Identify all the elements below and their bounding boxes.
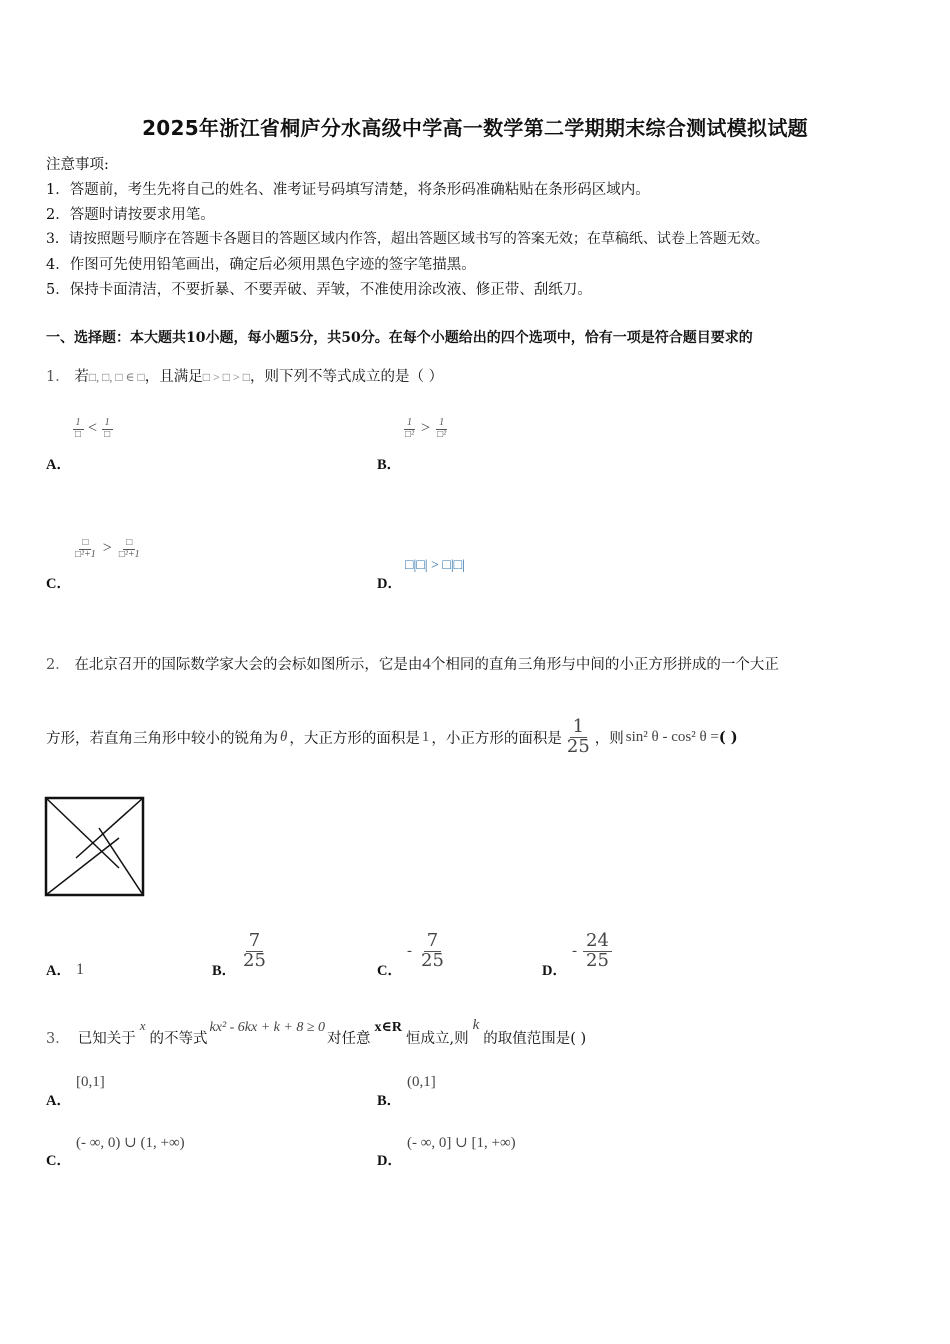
math-expression: sin² θ - cos² θ = [625,728,719,745]
q3-option-b[interactable]: B． [377,1093,402,1109]
fraction: $\frac{1}{25}$ [566,715,590,757]
question-3: 3． 已知关于 x 的不等式 kx² - 6kx + k + 8 ≥ 0 对任意 x∈R 恒成立,则 k 的取值范围是( ) [46,1017,587,1047]
q1-option-b[interactable]: B． [377,457,402,473]
q3-option-d[interactable]: D． [377,1153,402,1169]
q3-option-c-value: (- ∞, 0) ∪ (1, +∞) [76,1135,185,1151]
notice-item-4: 4．作图可先使用铅笔画出，确定后必须用黑色字迹的签字笔描黑。 [46,257,476,273]
math-condition: □, □, □ ∈ □ [88,370,145,384]
q3-option-b-value: (0,1] [407,1074,436,1090]
q2-option-c-value: - $\frac{7}{25}$ [407,930,444,971]
q1-option-d[interactable]: D． [377,576,402,592]
q1-option-b-expr: $\frac{1}{\text{□²}}$ > $\frac{1}{\text{□²}}$ [405,417,447,440]
q2-option-c[interactable]: C． [377,963,402,979]
notice-item-3: 3．请按照题号顺序在答题卡各题目的答题区域内作答，超出答题区域书写的答案无效；在草稿纸、试卷上答题无效。 [46,231,769,247]
q2-option-d-value: - $\frac{24}{25}$ [572,932,612,971]
notice-item-5: 5．保持卡面清洁，不要折暴、不要弄破、弄皱，不准使用涂改液、修正带、刮纸刀。 [46,282,592,298]
question-text: 若 [74,369,89,385]
notice-item-1: 1．答题前，考生先将自己的姓名、准考证号码填写清楚，将条形码准确粘贴在条形码区域内。 [46,182,650,198]
q2-option-a-value: 1 [76,961,84,978]
q1-option-a[interactable]: A． [46,457,71,473]
notice-item-2: 2．答题时请按要求用笔。 [46,207,215,223]
question-number: 2． [46,657,70,673]
q2-option-b-value: $\frac{7}{25}$ [243,930,266,971]
question-text: ，则下列不等式成立的是（ ） [250,369,444,385]
q3-option-a-value: [0,1] [76,1074,105,1090]
pinwheel-square-figure [44,796,146,898]
q1-option-c-expr: $\frac{□}{\text{□²+1}}$ > $\frac{□}{\text{□²+1}}$ [75,537,140,560]
q1-option-d-expr: □|□| > □|□| [405,558,465,573]
question-text: ，且满足 [144,369,203,385]
q2-option-b[interactable]: B． [212,963,237,979]
notice-heading: 注意事项: [46,157,109,173]
q3-option-a[interactable]: A． [46,1093,71,1109]
q2-option-a[interactable]: A． [46,963,71,979]
q3-option-c[interactable]: C． [46,1153,71,1169]
page-title: 2025年浙江省桐庐分水高级中学高一数学第二学期期末综合测试模拟试题 [142,116,808,140]
q3-option-d-value: (- ∞, 0] ∪ [1, +∞) [407,1135,516,1151]
question-2-line-1: 2． 在北京召开的国际数学家大会的会标如图所示，它是由4个相同的直角三角形与中间的小正方形拼成的一个大正 [46,654,779,673]
question-1 [46,365,443,386]
math-condition: □ > □ > □ [202,370,250,384]
q1-option-a-expr: $\frac{1}{□}$ < $\frac{1}{□}$ [72,418,113,440]
section-heading: 一、选择题：本大题共10小题，每小题5分，共50分。在每个小题给出的四个选项中，恰有一项是符合题目要求的 [46,330,753,346]
q2-option-d[interactable]: D． [542,963,567,979]
question-number: 3． [46,1031,70,1047]
question-number: 1． [46,369,70,385]
question-2-line-2: 方形，若直角三角形中较小的锐角为 θ ，大正方形的面积是 1 ，小正方形的面积是 $\frac{1}{25}$ ，则 sin² θ - cos² θ = ( ) [46,715,738,757]
q1-option-c[interactable]: C． [46,576,71,592]
